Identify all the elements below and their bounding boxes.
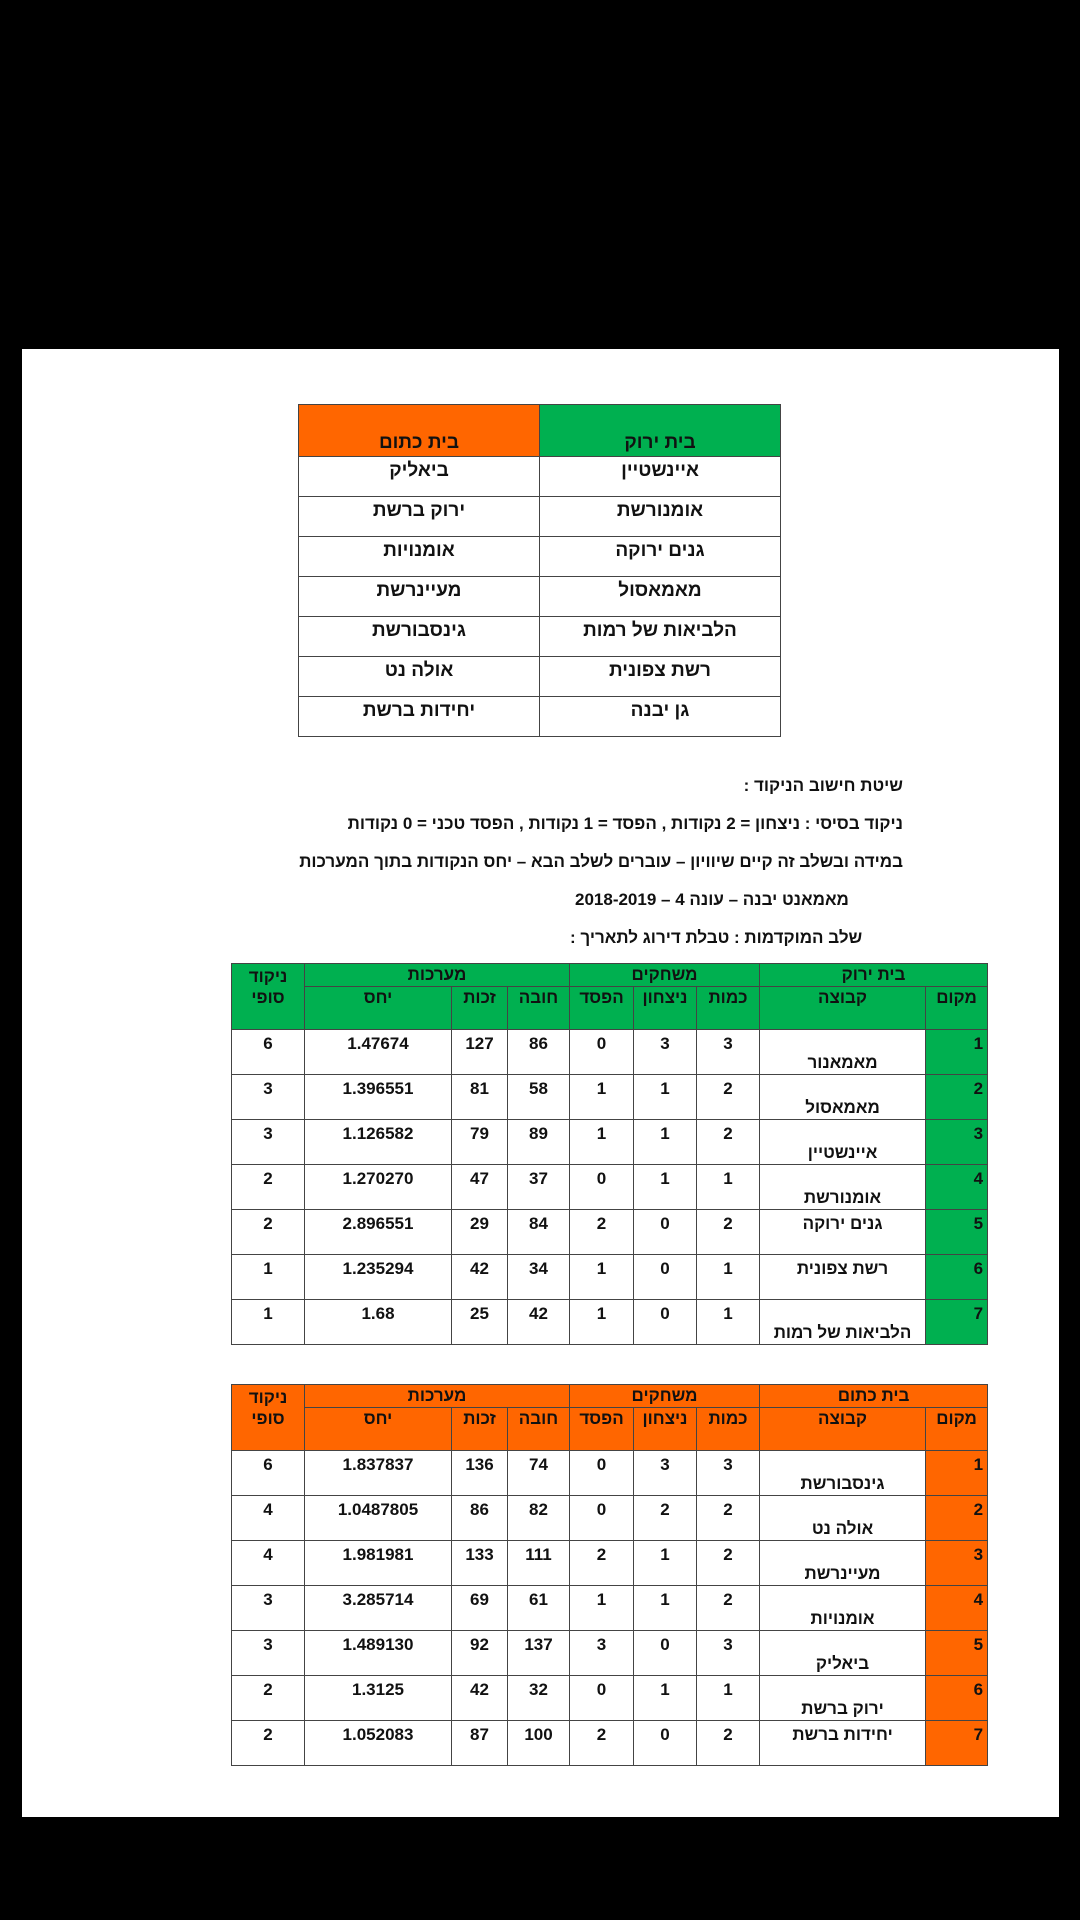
for-cell: 69 [452, 1586, 508, 1631]
games-header: משחקים [570, 964, 760, 987]
team-cell: אולה נט [760, 1496, 926, 1541]
played-cell: 1 [697, 1676, 760, 1721]
orange-team-cell: יחידות ברשת [299, 697, 540, 737]
final-score-cell: 2 [232, 1676, 305, 1721]
table-row [299, 657, 781, 697]
rank-cell: 7 [926, 1721, 988, 1766]
table-row [299, 537, 781, 577]
team-cell: אומנויות [760, 1586, 926, 1631]
played-cell: 3 [697, 1631, 760, 1676]
house-header: בית ירוק [760, 964, 988, 987]
wins-cell: 1 [634, 1541, 697, 1586]
green-team-cell: מאמאסול [540, 577, 781, 617]
against-cell: 82 [508, 1496, 570, 1541]
wins-header: ניצחון [634, 987, 697, 1030]
table-row [299, 577, 781, 617]
for-header: זכות [452, 1408, 508, 1451]
losses-cell: 1 [570, 1255, 634, 1300]
rank-cell: 7 [926, 1300, 988, 1345]
team-cell: הלביאות של רמות [760, 1300, 926, 1345]
orange-team-cell: ביאליק [299, 457, 540, 497]
played-header: כמות [697, 1408, 760, 1451]
rank-cell: 3 [926, 1541, 988, 1586]
against-header: חובה [508, 987, 570, 1030]
rank-cell: 4 [926, 1165, 988, 1210]
played-cell: 2 [697, 1721, 760, 1766]
played-cell: 1 [697, 1165, 760, 1210]
orange-team-cell: אומנויות [299, 537, 540, 577]
season-title: מאמאנט יבנה – עונה 4 – 2018-2019 [575, 890, 849, 909]
table-row [232, 1496, 988, 1541]
final-score-cell: 1 [232, 1300, 305, 1345]
for-cell: 42 [452, 1255, 508, 1300]
played-cell: 2 [697, 1075, 760, 1120]
orange-team-cell: מעיינרשת [299, 577, 540, 617]
ratio-cell: 1.47674 [305, 1030, 452, 1075]
table-row [299, 617, 781, 657]
final-score-cell: 2 [232, 1721, 305, 1766]
losses-cell: 0 [570, 1496, 634, 1541]
table-row [232, 1451, 988, 1496]
for-cell: 47 [452, 1165, 508, 1210]
table-row [232, 1255, 988, 1300]
team-cell: גינסבורשת [760, 1451, 926, 1496]
table-row [232, 1586, 988, 1631]
ratio-cell: 1.981981 [305, 1541, 452, 1586]
team-header: קבוצה [760, 987, 926, 1030]
against-cell: 89 [508, 1120, 570, 1165]
wins-cell: 1 [634, 1165, 697, 1210]
table-row [232, 1030, 988, 1075]
for-cell: 92 [452, 1631, 508, 1676]
losses-cell: 1 [570, 1120, 634, 1165]
orange-standings-body [232, 1451, 988, 1766]
against-cell: 37 [508, 1165, 570, 1210]
played-header: כמות [697, 987, 760, 1030]
wins-cell: 2 [634, 1496, 697, 1541]
table-row [232, 1165, 988, 1210]
team-cell: ביאליק [760, 1631, 926, 1676]
wins-cell: 1 [634, 1120, 697, 1165]
for-header: זכות [452, 987, 508, 1030]
table-row [299, 697, 781, 737]
green-standings-table [231, 963, 988, 1345]
rank-cell: 5 [926, 1210, 988, 1255]
played-cell: 2 [697, 1496, 760, 1541]
played-cell: 3 [697, 1451, 760, 1496]
rules-tie: במידה ובשלב זה קיים שיוויון – עוברים לשלב הבא – יחס הנקודות בתוך המערכות [299, 852, 903, 871]
for-cell: 87 [452, 1721, 508, 1766]
against-cell: 74 [508, 1451, 570, 1496]
sets-header: מערכות [305, 1385, 570, 1408]
ratio-cell: 1.052083 [305, 1721, 452, 1766]
losses-cell: 2 [570, 1721, 634, 1766]
rank-cell: 2 [926, 1075, 988, 1120]
final-score-header: ניקוד סופי [232, 964, 305, 1030]
rank-cell: 6 [926, 1255, 988, 1300]
green-team-cell: איינשטיין [540, 457, 781, 497]
table-row [232, 1300, 988, 1345]
losses-cell: 0 [570, 1676, 634, 1721]
for-cell: 86 [452, 1496, 508, 1541]
ratio-header: יחס [305, 1408, 452, 1451]
table-row [232, 1075, 988, 1120]
sets-header: מערכות [305, 964, 570, 987]
table-row [232, 1210, 988, 1255]
played-cell: 2 [697, 1541, 760, 1586]
ratio-cell: 1.0487805 [305, 1496, 452, 1541]
table-row [232, 1541, 988, 1586]
rules-basic: ניקוד בסיסי : ניצחון = 2 נקודות , הפסד = 1 נקודות , הפסד טכני = 0 נקודות [347, 814, 903, 833]
wins-header: ניצחון [634, 1408, 697, 1451]
orange-standings-table [231, 1384, 988, 1766]
against-cell: 84 [508, 1210, 570, 1255]
ratio-cell: 1.489130 [305, 1631, 452, 1676]
ratio-cell: 3.285714 [305, 1586, 452, 1631]
table-row [232, 1676, 988, 1721]
final-score-cell: 6 [232, 1451, 305, 1496]
rank-cell: 3 [926, 1120, 988, 1165]
ratio-cell: 1.837837 [305, 1451, 452, 1496]
wins-cell: 0 [634, 1631, 697, 1676]
wins-cell: 0 [634, 1721, 697, 1766]
final-score-cell: 4 [232, 1496, 305, 1541]
played-cell: 2 [697, 1210, 760, 1255]
losses-header: הפסד [570, 987, 634, 1030]
final-score-cell: 4 [232, 1541, 305, 1586]
green-team-cell: אומנורשת [540, 497, 781, 537]
for-cell: 25 [452, 1300, 508, 1345]
against-cell: 100 [508, 1721, 570, 1766]
green-standings-body [232, 1030, 988, 1345]
final-score-cell: 2 [232, 1165, 305, 1210]
played-cell: 1 [697, 1255, 760, 1300]
ratio-header: יחס [305, 987, 452, 1030]
green-team-cell: רשת צפונית [540, 657, 781, 697]
wins-cell: 0 [634, 1300, 697, 1345]
orange-team-cell: ירוק ברשת [299, 497, 540, 537]
losses-cell: 2 [570, 1541, 634, 1586]
team-cell: מעיינרשת [760, 1541, 926, 1586]
rank-cell: 2 [926, 1496, 988, 1541]
against-cell: 42 [508, 1300, 570, 1345]
ratio-cell: 1.270270 [305, 1165, 452, 1210]
losses-header: הפסד [570, 1408, 634, 1451]
for-cell: 42 [452, 1676, 508, 1721]
team-cell: מאמאנור [760, 1030, 926, 1075]
rank-cell: 1 [926, 1451, 988, 1496]
against-cell: 34 [508, 1255, 570, 1300]
final-score-cell: 2 [232, 1210, 305, 1255]
wins-cell: 0 [634, 1210, 697, 1255]
against-header: חובה [508, 1408, 570, 1451]
losses-cell: 0 [570, 1165, 634, 1210]
final-score-header: ניקוד סופי [232, 1385, 305, 1451]
losses-cell: 2 [570, 1210, 634, 1255]
against-cell: 86 [508, 1030, 570, 1075]
green-team-cell: גן יבנה [540, 697, 781, 737]
wins-cell: 1 [634, 1586, 697, 1631]
final-score-cell: 6 [232, 1030, 305, 1075]
green-team-cell: הלביאות של רמות [540, 617, 781, 657]
rank-cell: 5 [926, 1631, 988, 1676]
table-row [299, 497, 781, 537]
final-score-cell: 3 [232, 1631, 305, 1676]
team-cell: איינשטיין [760, 1120, 926, 1165]
for-cell: 79 [452, 1120, 508, 1165]
for-cell: 81 [452, 1075, 508, 1120]
table-row [232, 1120, 988, 1165]
against-cell: 32 [508, 1676, 570, 1721]
green-team-cell: גנים ירוקה [540, 537, 781, 577]
team-cell: אומנורשת [760, 1165, 926, 1210]
orange-team-cell: גינסבורשת [299, 617, 540, 657]
losses-cell: 1 [570, 1300, 634, 1345]
team-cell: יחידות ברשת [760, 1721, 926, 1766]
wins-cell: 1 [634, 1676, 697, 1721]
rank-cell: 6 [926, 1676, 988, 1721]
for-cell: 136 [452, 1451, 508, 1496]
wins-cell: 0 [634, 1255, 697, 1300]
losses-cell: 0 [570, 1030, 634, 1075]
wins-cell: 3 [634, 1451, 697, 1496]
orange-house-header: בית כתום [299, 405, 540, 457]
house-assignment-table [298, 404, 781, 737]
final-score-cell: 3 [232, 1586, 305, 1631]
table-row [299, 457, 781, 497]
rules-heading: שיטת חישוב הניקוד : [743, 776, 903, 795]
ratio-cell: 1.68 [305, 1300, 452, 1345]
played-cell: 1 [697, 1300, 760, 1345]
final-score-cell: 1 [232, 1255, 305, 1300]
losses-cell: 1 [570, 1586, 634, 1631]
rank-cell: 4 [926, 1586, 988, 1631]
wins-cell: 3 [634, 1030, 697, 1075]
team-cell: רשת צפונית [760, 1255, 926, 1300]
orange-team-cell: אולה נט [299, 657, 540, 697]
ratio-cell: 1.3125 [305, 1676, 452, 1721]
played-cell: 2 [697, 1586, 760, 1631]
against-cell: 137 [508, 1631, 570, 1676]
against-cell: 61 [508, 1586, 570, 1631]
for-cell: 29 [452, 1210, 508, 1255]
losses-cell: 1 [570, 1075, 634, 1120]
green-house-header: בית ירוק [540, 405, 781, 457]
table-row [232, 1631, 988, 1676]
losses-cell: 3 [570, 1631, 634, 1676]
rank-cell: 1 [926, 1030, 988, 1075]
ratio-cell: 1.126582 [305, 1120, 452, 1165]
team-cell: גנים ירוקה [760, 1210, 926, 1255]
against-cell: 58 [508, 1075, 570, 1120]
ratio-cell: 1.235294 [305, 1255, 452, 1300]
played-cell: 3 [697, 1030, 760, 1075]
wins-cell: 1 [634, 1075, 697, 1120]
stage-title: שלב המוקדמות : טבלת דירוג לתאריך : [570, 928, 863, 947]
house-header: בית כתום [760, 1385, 988, 1408]
final-score-cell: 3 [232, 1120, 305, 1165]
played-cell: 2 [697, 1120, 760, 1165]
ratio-cell: 1.396551 [305, 1075, 452, 1120]
table-row [232, 1721, 988, 1766]
ratio-cell: 2.896551 [305, 1210, 452, 1255]
team-header: קבוצה [760, 1408, 926, 1451]
final-score-cell: 3 [232, 1075, 305, 1120]
for-cell: 133 [452, 1541, 508, 1586]
against-cell: 111 [508, 1541, 570, 1586]
team-cell: ירוק ברשת [760, 1676, 926, 1721]
rank-header: מקום [926, 987, 988, 1030]
for-cell: 127 [452, 1030, 508, 1075]
team-cell: מאמאסול [760, 1075, 926, 1120]
rank-header: מקום [926, 1408, 988, 1451]
games-header: משחקים [570, 1385, 760, 1408]
losses-cell: 0 [570, 1451, 634, 1496]
